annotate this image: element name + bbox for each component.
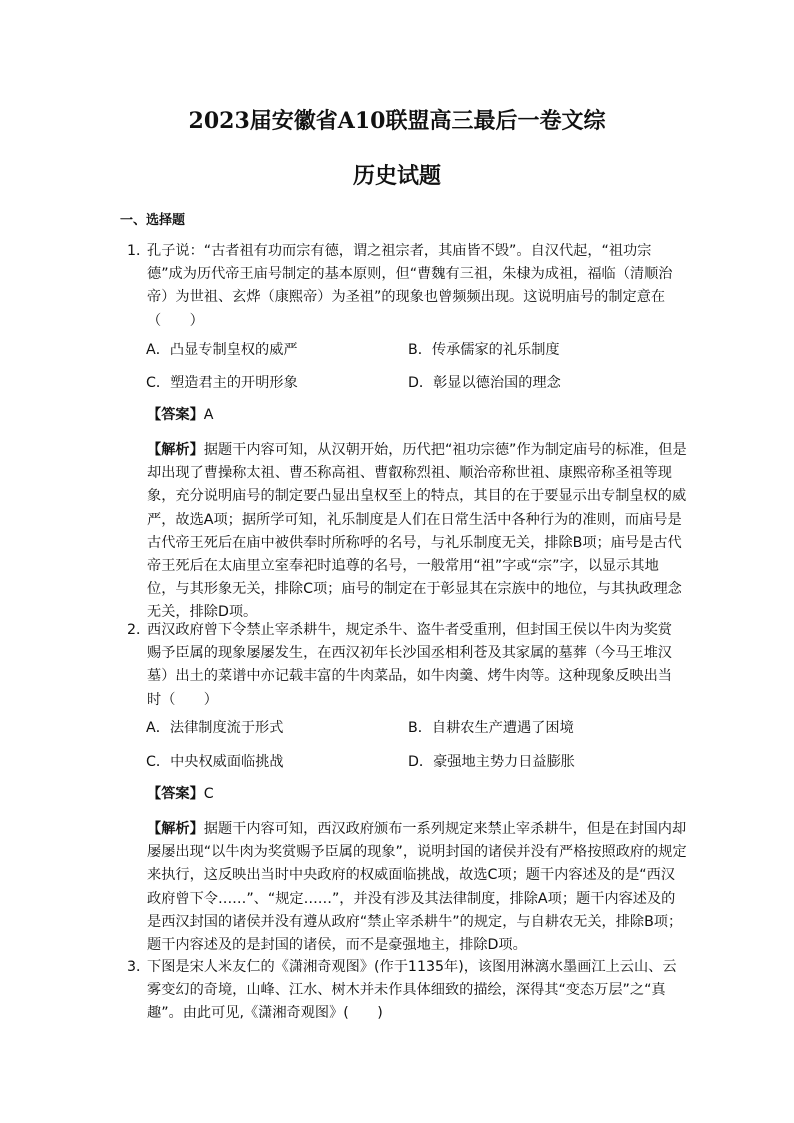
question-number: 1． [127, 243, 151, 259]
option-b: B．自耕农生产遭遇了困境 [408, 720, 574, 736]
question-number: 3． [127, 959, 151, 975]
section-heading: 一、选择题 [120, 213, 186, 228]
analysis-q1 [147, 439, 687, 625]
option-c: C．塑造君主的开明形象 [146, 375, 298, 391]
option-c: C．中央权威面临挑战 [146, 754, 284, 770]
answer-value: C [203, 786, 214, 802]
question-2 [127, 619, 683, 712]
answer-label: 【答案】 [147, 407, 204, 423]
question-stem: 西汉政府曾下令禁止宰杀耕牛，规定杀牛、盗牛者受重刑，但封国王侯以牛肉为奖赏赐予臣属的现象屡屡发生，在西汉初年长沙国丞相利苍及其家属的墓葬（今马王堆汉墓）出土的菜谱中亦记载丰富的牛肉菜品，如牛肉羹、烤牛肉等。这种现象反映出当时（ ） [147, 622, 672, 708]
analysis-label: 【解析】 [147, 821, 204, 837]
option-d: D．豪强地主势力日益膨胀 [408, 754, 575, 770]
question-stem: 孔子说：“古者祖有功而宗有德，谓之祖宗者，其庙皆不毁”。自汉代起，“祖功宗德”成为历代帝王庙号制定的基本原则，但“曹魏有三祖，朱棣为成祖，福临（清顺治帝）为世祖、玄烨（康熙帝）为圣祖”的现象也曾频频出现。这说明庙号的制定意在（ ） [147, 243, 673, 329]
analysis-text: 据题干内容可知，西汉政府颁布一系列规定来禁止宰杀耕牛，但是在封国内却屡屡出现“以牛肉为奖赏赐予臣属的现象”，说明封国的诸侯并没有严格按照政府的规定来执行，这反映出当时中央政府的权威面临挑战，故选C项；题干内容述及的是“西汉政府曾下令……”、“规定……”，并没有涉及其法律制度，排除A项；题干内容述及的是西汉封国的诸侯并没有遵从政府“禁止宰杀耕牛”的规定，与自耕农无关，排除B项；题干内容述及的是封国的诸侯，而不是豪强地主，排除D项。 [147, 821, 687, 954]
question-3 [127, 956, 683, 1026]
answer-q1 [147, 404, 687, 427]
analysis-label: 【解析】 [147, 442, 204, 458]
answer-value: A [203, 407, 214, 423]
question-1 [127, 240, 683, 333]
analysis-q2 [147, 818, 687, 957]
option-a: A．法律制度流于形式 [146, 720, 284, 736]
option-d: D．彰显以德治国的理念 [408, 375, 561, 391]
answer-label: 【答案】 [147, 786, 204, 802]
option-a: A．凸显专制皇权的威严 [146, 342, 298, 358]
analysis-text: 据题干内容可知，从汉朝开始，历代把“祖功宗德”作为制定庙号的标准，但是却出现了曹操称太祖、曹丕称高祖、曹叡称烈祖、顺治帝称世祖、康熙帝称圣祖等现象，充分说明庙号的制定要凸显出皇权至上的特点，其目的在于要显示出专制皇权的威严，故选A项；据所学可知，礼乐制度是人们在日常生活中各种行为的准则，而庙号是古代帝王死后在庙中被供奉时所称呼的名号，与礼乐制度无关，排除B项；庙号是古代帝王死后在太庙里立室奉祀时追尊的名号，一般常用“祖”字或“宗”字，以显示其地位，与其形象无关，排除C项；庙号的制定在于彰显其在宗族中的地位，与其执政理念无关，排除D项。 [147, 442, 687, 621]
exam-subject: 历史试题 [352, 163, 441, 189]
question-stem: 下图是宋人米友仁的《潇湘奇观图》(作于1135年)，该图用淋漓水墨画江上云山、云雾变幻的奇境，山峰、江水、树木并未作具体细致的描绘，深得其“变态万层”之“真趣”。由此可见,《潇湘奇观图》( ) [147, 959, 677, 1022]
exam-title: 2023届安徽省A10联盟高三最后一卷文综 [188, 108, 606, 134]
option-b: B．传承儒家的礼乐制度 [408, 342, 560, 358]
question-number: 2． [127, 622, 151, 638]
answer-q2 [147, 783, 687, 806]
